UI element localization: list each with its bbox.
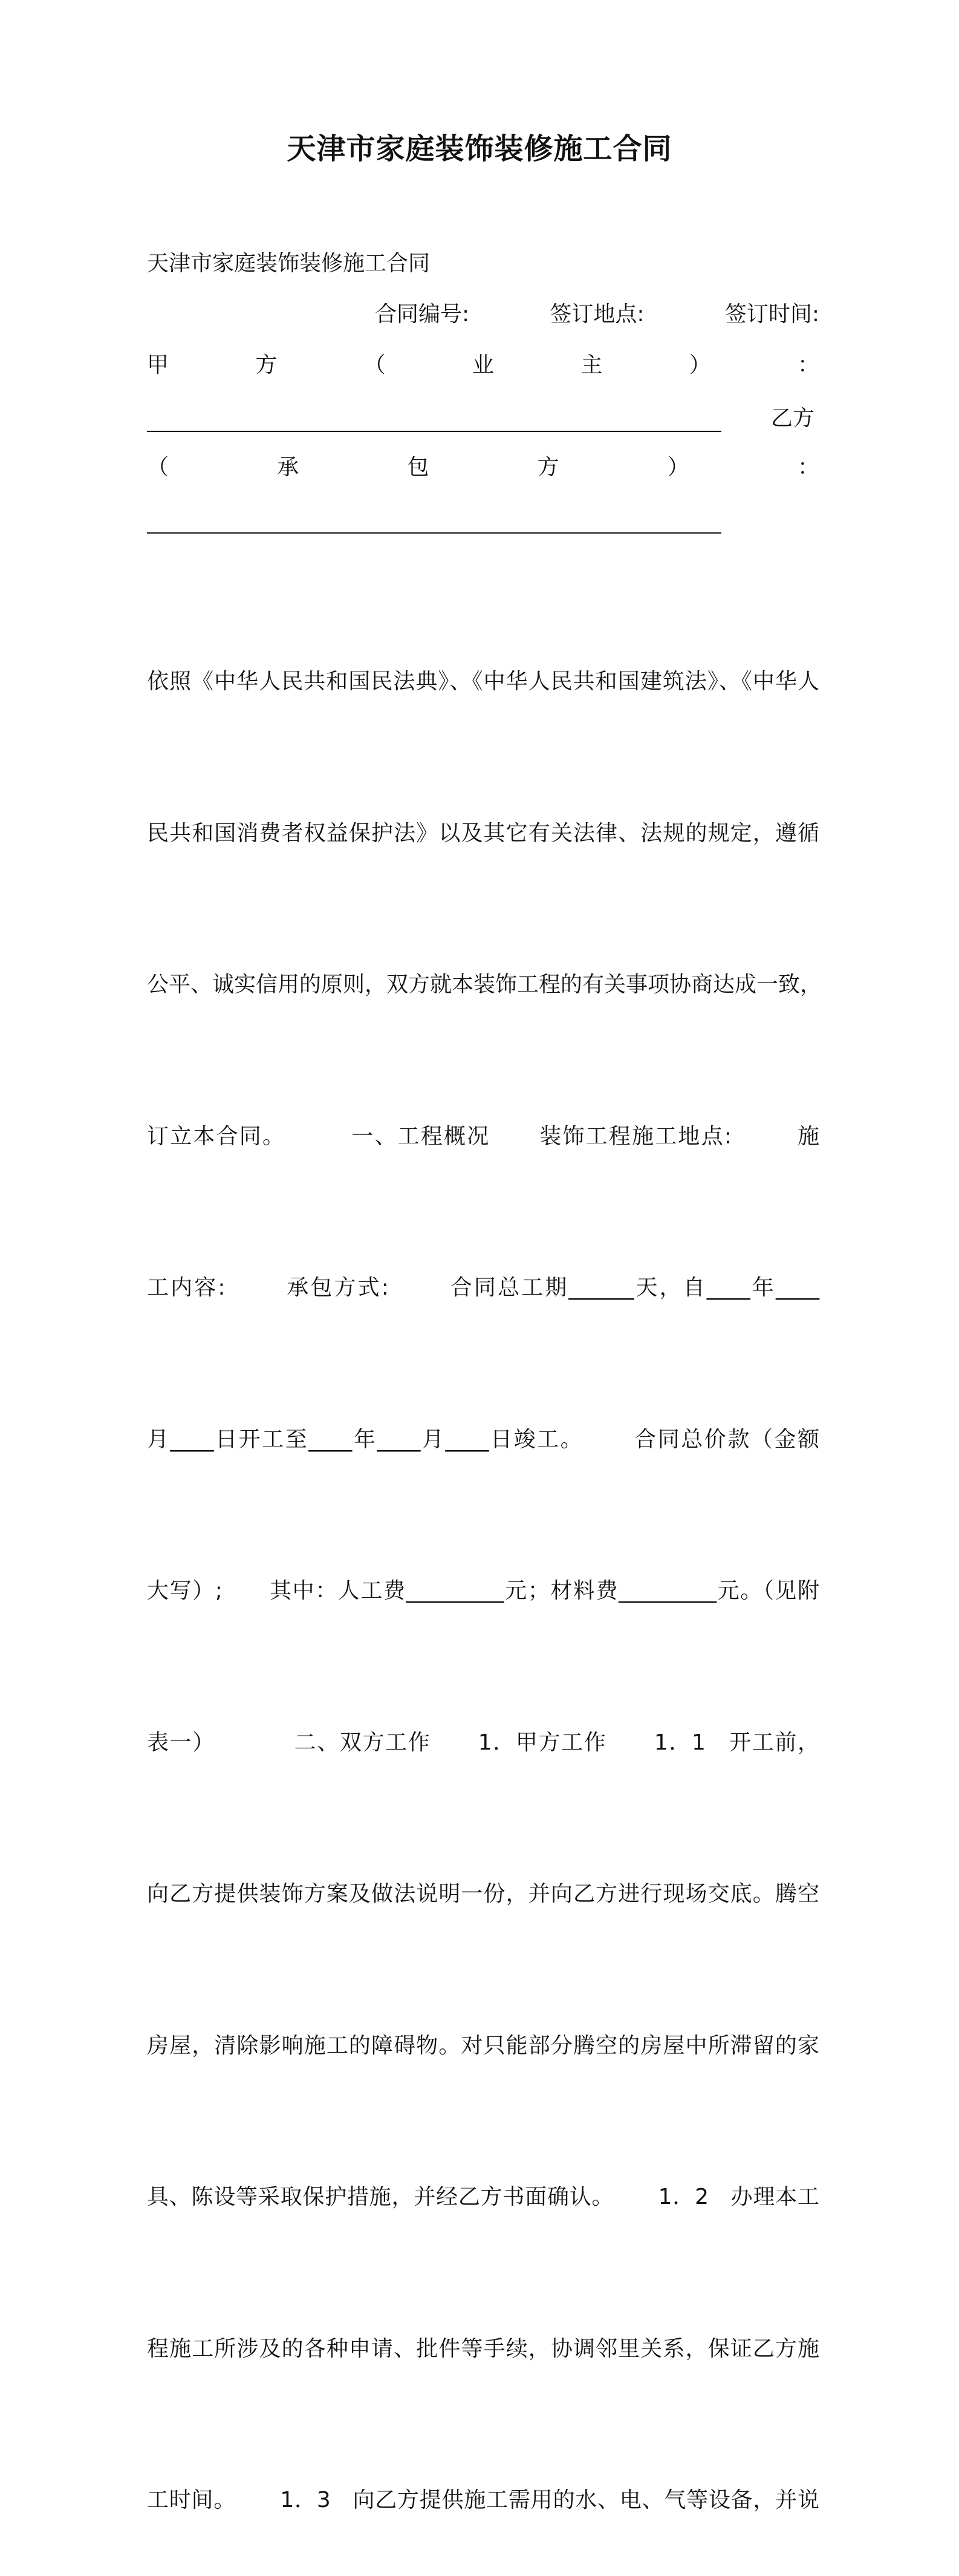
body-line: 订立本合同。 一、工程概况 装饰工程施工地点: 施 [147, 1123, 819, 1149]
body-line: 表一） 二、双方工作 1．甲方工作 1．1 开工前， [147, 1730, 819, 1755]
party-a-char: ） [689, 353, 711, 378]
body-line: 向乙方提供装饰方案及做法说明一份，并向乙方进行现场交底。腾空 [147, 1881, 819, 1906]
party-a-char: 业 [472, 353, 494, 378]
party-a-row [147, 348, 819, 382]
party-a-char: 方 [255, 353, 278, 378]
party-a-char: 主 [580, 353, 603, 378]
body-line: 房屋，清除影响施工的障碍物。对只能部分腾空的房屋中所滞留的家 [147, 2033, 819, 2058]
contract-number-label: 合同编号: [375, 302, 470, 327]
party-b-char: ） [667, 455, 689, 480]
party-b-char: ： [797, 455, 819, 480]
body-line: 工时间。 1．3 向乙方提供施工需用的水、电、气等设备，并说 [147, 2488, 819, 2512]
body-line: 民共和国消费者权益保护法》以及其它有关法律、法规的规定，遵循 [147, 820, 819, 846]
party-b-char: 承 [277, 455, 299, 480]
party-b-row [147, 451, 819, 485]
body-line: 具、陈设等采取保护措施，并经乙方书面确认。 1．2 办理本工 [147, 2185, 819, 2209]
body-line: 公平、诚实信用的原则，双方就本装饰工程的有关事项协商达成一致， [147, 972, 822, 997]
document-subtitle: 天津市家庭装饰装修施工合同 [147, 251, 431, 276]
body-line: 依照《中华人民共和国民法典》、《中华人民共和国建筑法》、《中华人 [147, 669, 819, 694]
sign-place-label: 签订地点: [550, 302, 645, 327]
body-line: 月____日开工至____年____月____日竣工。 合同总价款（金额 [147, 1427, 819, 1452]
party-a-char: 甲 [147, 353, 169, 378]
party-b-underline [147, 532, 721, 534]
contract-body [147, 555, 822, 2576]
body-line: 大写）; 其中：人工费_________元；材料费_________元。（见附 [147, 1578, 819, 1603]
sign-time-label: 签订时间: [724, 302, 819, 327]
body-line: 程施工所涉及的各种申请、批件等手续，协调邻里关系，保证乙方施 [147, 2336, 819, 2361]
party-b-char: 方 [537, 455, 559, 480]
party-b-char: （ [147, 455, 169, 480]
body-line: 工内容: 承包方式: 合同总工期______天，自____年____ [147, 1275, 819, 1300]
party-b-char: 包 [407, 455, 429, 480]
party-a-underline [147, 431, 721, 432]
contract-meta-row [375, 298, 819, 332]
party-a-char: ： [797, 353, 819, 378]
party-b-label: 乙方 [771, 406, 815, 431]
party-a-char: （ [363, 353, 386, 378]
page-title: 天津市家庭装饰装修施工合同 [287, 132, 672, 166]
